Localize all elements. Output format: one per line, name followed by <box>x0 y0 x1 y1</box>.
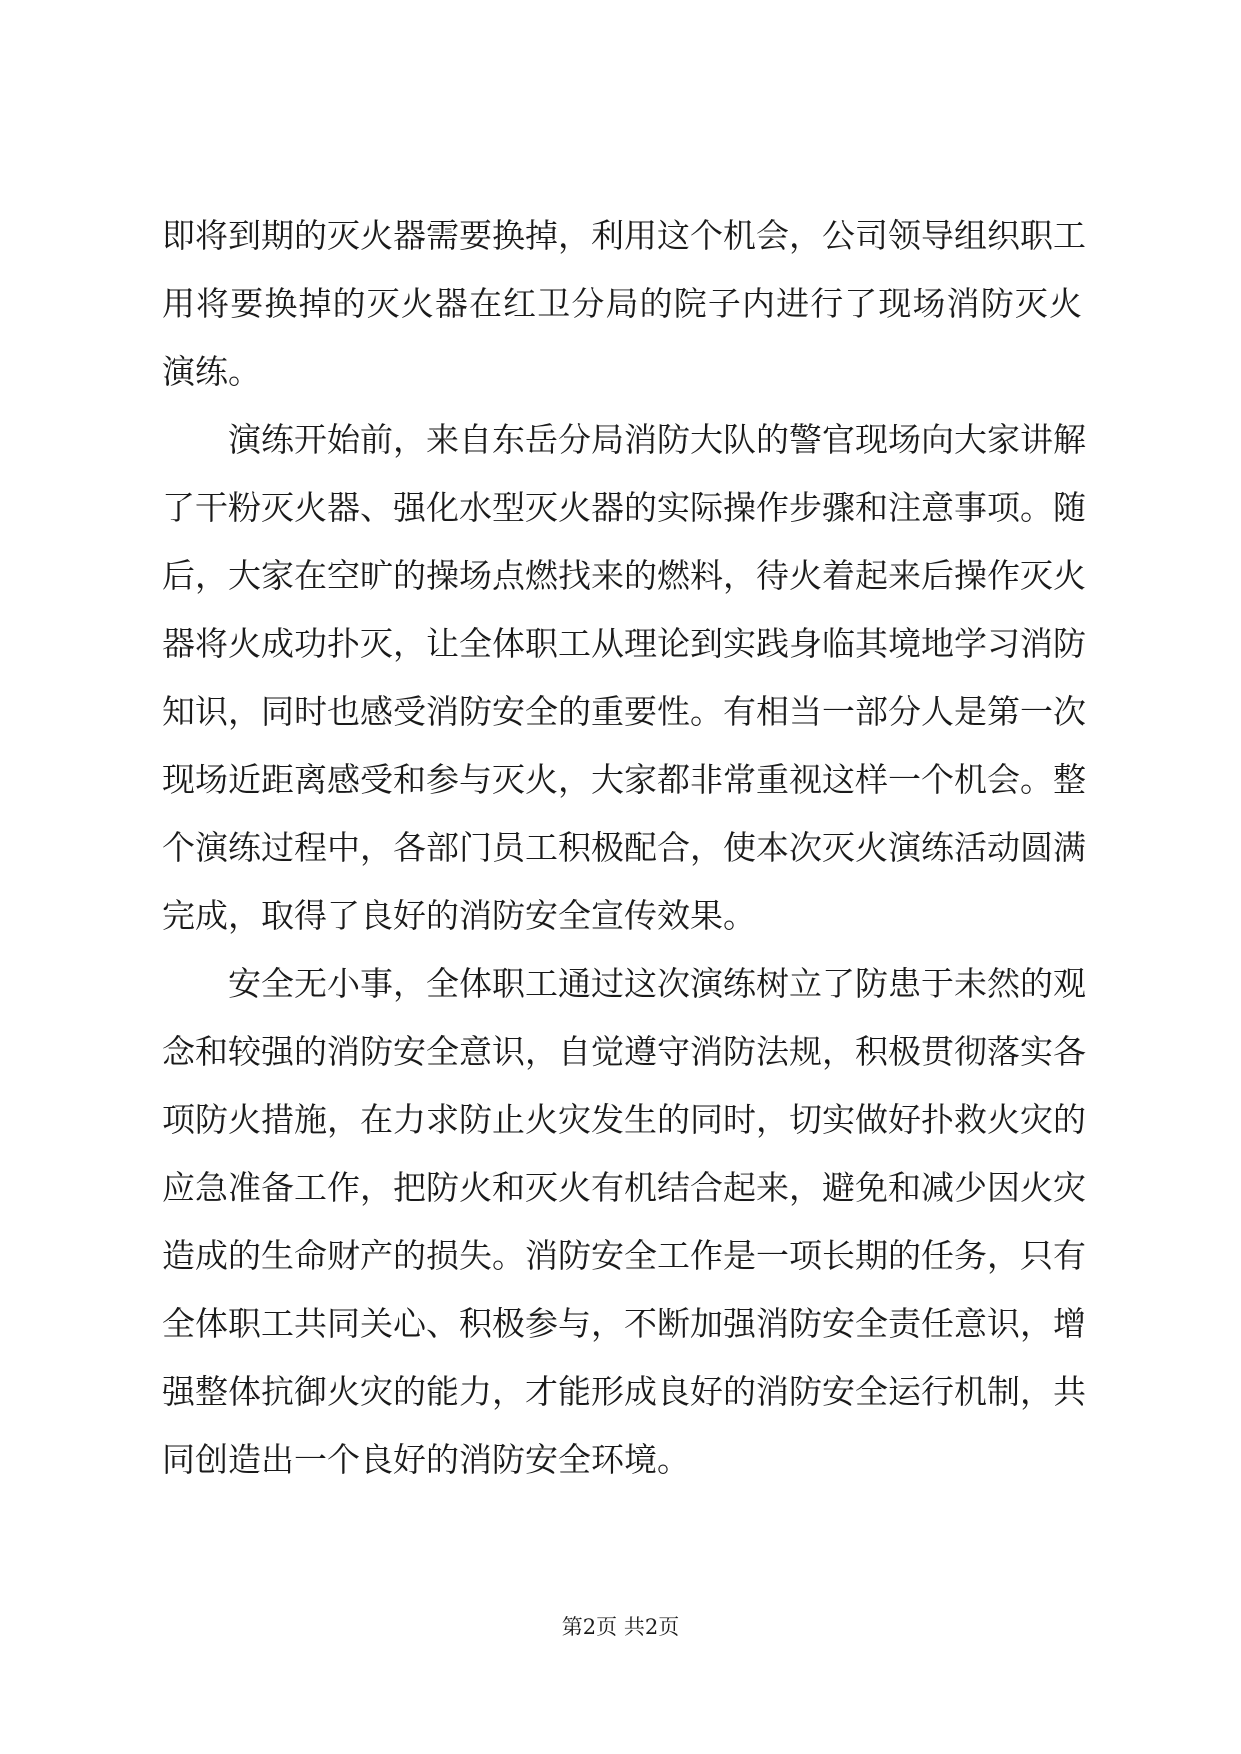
text-line: 了干粉灭火器、强化水型灭火器的实际操作步骤和注意事项。随 <box>162 488 1086 527</box>
paragraph-3 <box>162 950 1086 1494</box>
paragraph-2 <box>162 406 1086 950</box>
text-line: 项防火措施，在力求防止火灾发生的同时，切实做好扑救火灾的 <box>162 1100 1086 1139</box>
text-line: 现场近距离感受和参与灭火，大家都非常重视这样一个机会。整 <box>162 760 1086 799</box>
text-line: 后，大家在空旷的操场点燃找来的燃料，待火着起来后操作灭火 <box>162 556 1086 595</box>
text-line: 应急准备工作，把防火和灭火有机结合起来，避免和减少因火灾 <box>162 1168 1086 1207</box>
text-line: 演练。 <box>162 352 261 391</box>
text-line: 器将火成功扑灭，让全体职工从理论到实践身临其境地学习消防 <box>162 624 1086 663</box>
page-number-footer: 第2页 共2页 <box>561 1615 680 1639</box>
text-line: 强整体抗御火灾的能力，才能形成良好的消防安全运行机制，共 <box>162 1372 1086 1411</box>
text-line: 即将到期的灭火器需要换掉，利用这个机会，公司领导组织职工 <box>162 216 1086 255</box>
text-line: 知识，同时也感受消防安全的重要性。有相当一部分人是第一次 <box>162 692 1086 731</box>
text-line: 用将要换掉的灭火器在红卫分局的院子内进行了现场消防灭火 <box>162 284 1082 323</box>
text-line: 演练开始前，来自东岳分局消防大队的警官现场向大家讲解 <box>228 420 1086 459</box>
text-line: 安全无小事，全体职工通过这次演练树立了防患于未然的观 <box>228 964 1086 1003</box>
text-line: 念和较强的消防安全意识，自觉遵守消防法规，积极贯彻落实各 <box>162 1032 1086 1071</box>
document-body <box>162 202 1086 1494</box>
text-line: 全体职工共同关心、积极参与，不断加强消防安全责任意识，增 <box>162 1304 1086 1343</box>
paragraph-1 <box>162 202 1086 406</box>
text-line: 完成，取得了良好的消防安全宣传效果。 <box>162 896 756 935</box>
text-line: 造成的生命财产的损失。消防安全工作是一项长期的任务，只有 <box>162 1236 1086 1275</box>
text-line: 同创造出一个良好的消防安全环境。 <box>162 1440 690 1479</box>
text-line: 个演练过程中，各部门员工积极配合，使本次灭火演练活动圆满 <box>162 828 1086 867</box>
